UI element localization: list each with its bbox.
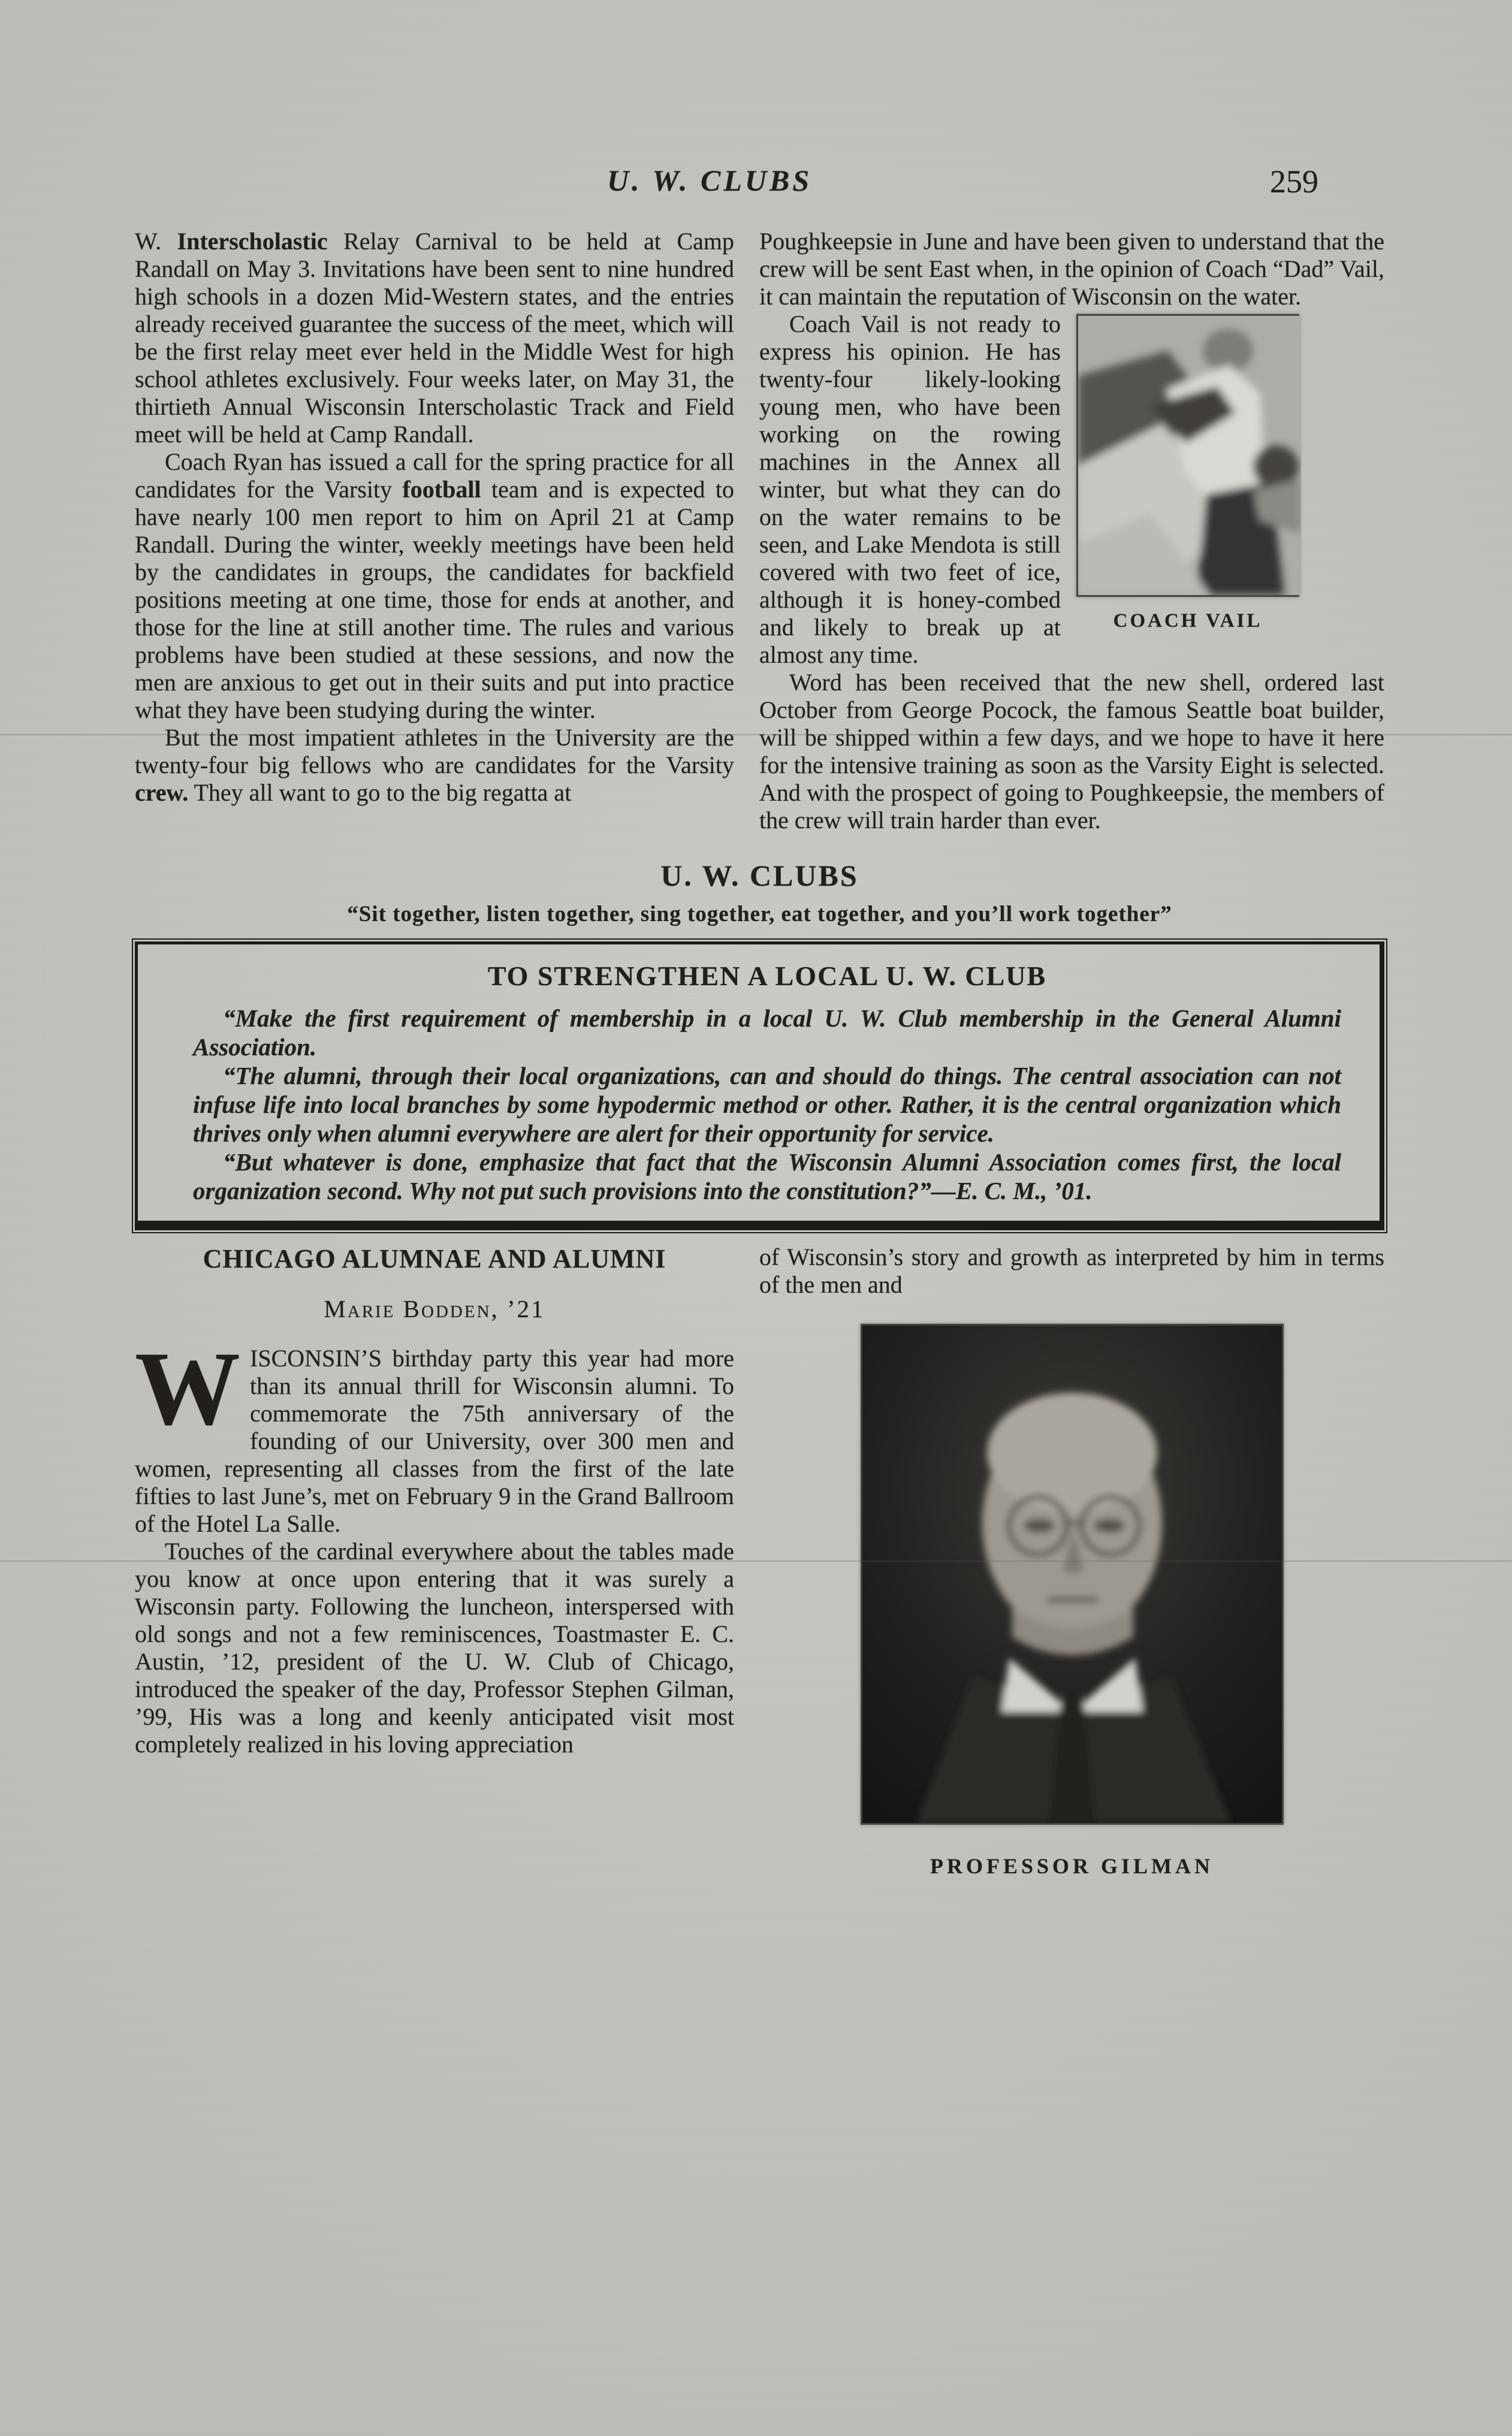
paragraph-text: But the most impatient athletes in the University are the twenty-four big fellows who are candidates for the Varsity: [135, 724, 734, 778]
page-title: U. W. CLUBS: [607, 164, 813, 197]
athletics-right-column: [759, 228, 1384, 834]
bold-word-interscholastic: Interscholastic: [177, 228, 328, 255]
page-content: [0, 163, 1512, 1879]
clubs-section-heading: U. W. CLUBS: [660, 859, 859, 892]
page-number: 259: [1270, 164, 1318, 200]
box-paragraph-alumni: “The alumni, through their local organizations, can and should do things. The central association can not infuse life into local branches by some hypodermic method or other. Rather, it is the central organization which thrives only when alumni everywhere are alert for their opportunity for service.: [193, 1062, 1341, 1147]
paragraph-text: team and is expected to have nearly 100 men report to him on April 21 at Camp Randall. During the winter, weekly meetings have been held by the candidates in groups, the candidates for backfield positions meeting at one time, those for ends at another, and those for the line at still another time. The rules and various problems have been studied at these sessions, and now the men are anxious to get out in their suits and put into practice what they have been studying during the winter.: [135, 476, 734, 723]
scan-line-artifact: [0, 734, 1512, 735]
paragraph-coach-vail-opinion: Coach Vail is not ready to express his opinion. He has twenty-four likely-looking young men, who have been working on the rowing machines in the Annex all winter, but what they can do on the water remains to be seen, and Lake Mendota is still covered with two feet of ice, although it is honey-combed and likely to break up at almost any time.: [759, 310, 1061, 668]
scan-line-artifact: [0, 1560, 1512, 1562]
running-head: [135, 163, 1384, 206]
box-title: TO STRENGTHEN A LOCAL U. W. CLUB: [487, 961, 1047, 991]
chicago-heading: CHICAGO ALUMNAE AND ALUMNI: [203, 1244, 666, 1273]
paragraph-text: Coach Ryan has issued a call for the spring practice for all candidates for the Varsity: [135, 448, 734, 503]
strengthen-club-box: [135, 941, 1384, 1230]
scanned-magazine-page: [0, 163, 1512, 2436]
clubs-motto: “Sit together, listen together, sing together, eat together, and you’ll work together”: [347, 902, 1172, 926]
chicago-byline: Marie Bodden, ’21: [324, 1295, 545, 1323]
professor-gilman-figure: [861, 1324, 1284, 1879]
paragraph-text: W.: [135, 228, 177, 255]
paragraph-text: Relay Carnival to be held at Camp Randall on May 3. Invitations have been sent to nine hundred high schools in a dozen Mid-Western states, and the entries already received guarantee the success of the meet, which will be the first relay meet ever held in the Middle West for high school athletes exclusively. Four weeks later, on May 31, the thirtieth Annual Wisconsin Interscholastic Track and Field meet will be held at Camp Randall.: [135, 228, 734, 448]
paragraph-impatient-athletes: [135, 724, 734, 807]
paragraph-text: ISCONSIN’S birthday party this year had more than its annual thrill for Wisconsin alumni. To commemorate the 75th anniversary of the founding of our University, over 300 men and women, representing all classes from the first of the late fifties to last June’s, met on February 9 in the Grand Ballroom of the Hotel La Salle.: [135, 1345, 734, 1537]
bold-word-crew: crew.: [135, 779, 189, 806]
athletics-article: [135, 228, 1384, 834]
paragraph-poughkeepsie: Poughkeepsie in June and have been given to understand that the crew will be sent East when, in the opinion of Coach “Dad” Vail, it can maintain the reputation of Wisconsin on the water.: [759, 228, 1384, 310]
box-paragraph-constitution: “But whatever is done, emphasize that fact that the Wisconsin Alumni Association comes first, the local organization second. Why not put such provisions into the constitution?”—E. C. M., ’01.: [193, 1148, 1341, 1205]
coach-vail-caption: COACH VAIL: [1113, 610, 1263, 632]
paragraph-relay-carnival: [135, 228, 734, 448]
athletics-left-column: [135, 228, 734, 834]
paragraph-new-shell: Word has been received that the new shell, ordered last October from George Pocock, the famous Seattle boat builder, will be shipped within a few days, and we hope to have it here for the intensive training as soon as the Varsity Eight is selected. And with the prospect of going to Poughkeepsie, the members of the crew will train harder than ever.: [759, 669, 1384, 834]
paragraph-birthday-party: [135, 1330, 734, 1538]
paragraph-coach-ryan: [135, 448, 734, 724]
dropcap-w: W: [135, 1330, 240, 1447]
coach-vail-figure: [1076, 314, 1299, 632]
paragraph-touches-cardinal: Touches of the cardinal everywhere about the tables made you know at once upon entering that it was surely a Wisconsin party. Following the luncheon, interspersed with old songs and not a few reminiscences, Toastmaster E. C. Austin, ’12, president of the U. W. Club of Chicago, introduced the speaker of the day, Professor Stephen Gilman, ’99, His was a long and keenly anticipated visit most completely realized in his loving appreciation: [135, 1538, 734, 1758]
paragraph-text: They all want to go to the big regatta at: [188, 779, 572, 806]
coach-vail-photo: [1076, 314, 1299, 597]
bold-word-football: football: [402, 476, 481, 503]
box-paragraph-membership: “Make the first requirement of membership in a local U. W. Club membership in the General Alumni Association.: [193, 1004, 1341, 1061]
professor-gilman-photo: [861, 1324, 1284, 1825]
professor-gilman-caption: PROFESSOR GILMAN: [929, 1854, 1214, 1878]
paragraph-wisconsins-story: of Wisconsin’s story and growth as interpreted by him in terms of the men and: [759, 1243, 1384, 1298]
